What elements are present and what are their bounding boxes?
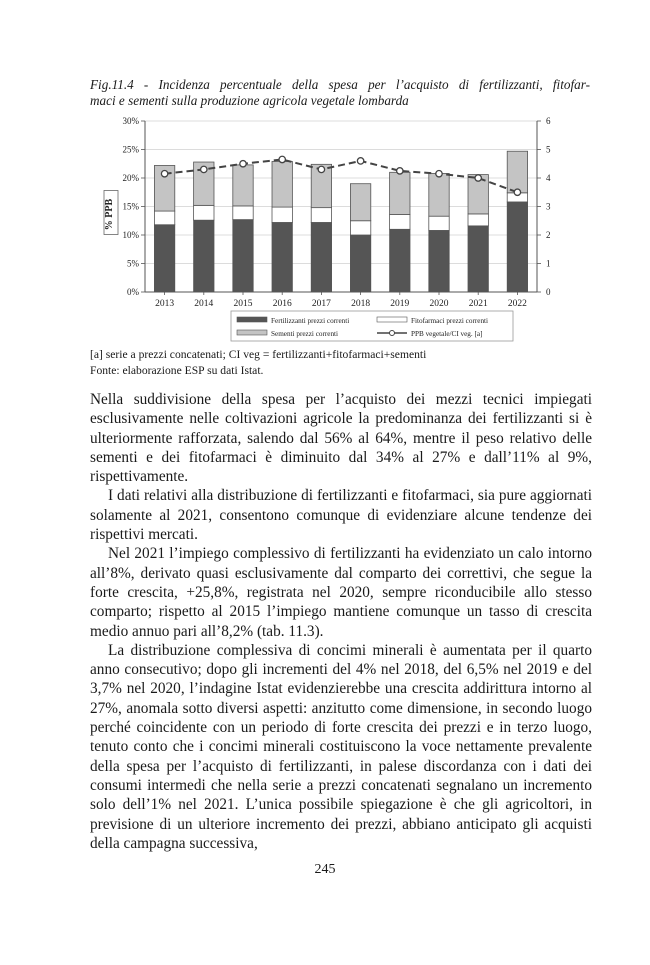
bar-segment-fertilizzanti [272,222,292,292]
x-tick-label: 2013 [155,299,175,309]
bar-segment-sementi [233,165,253,206]
line-point [397,168,403,174]
bar-segment-fertilizzanti [194,220,214,292]
line-point [514,189,520,195]
bar-segment-fertilizzanti [429,230,449,292]
x-tick-label: 2014 [194,299,214,309]
bar-segment-fitofarmaci [272,207,292,222]
paragraph-1: Nella suddivisione della spesa per l’acquisto dei mezzi tecnici impiegati esclusivamente nelle coltivazioni agricole la predominanza dei fertilizzanti si è ulteriormente rafforzata, salendo dal 56% al 64%, mentre il peso relativo delle sementi e dei fitofarmaci è diminuito dal 34% al 27% e dall’11% al 9%, rispettivamente. [90,391,592,486]
y-tick-label: 25% [122,144,139,155]
bar-segment-fitofarmaci [468,214,488,226]
bar-segment-fitofarmaci [429,216,449,230]
x-tick-label: 2020 [429,299,449,309]
line-point [357,158,363,164]
bar-segment-fitofarmaci [233,206,253,220]
y2-tick-label: 3 [546,201,551,212]
y-tick-label: 15% [122,201,139,212]
bar-segment-fitofarmaci [390,214,410,229]
x-tick-label: 2019 [390,299,410,309]
legend-sementi-swatch [237,330,267,335]
figure-caption-line-1: Fig.11.4 - Incidenza percentuale della spesa per l’acquisto di fertilizzanti, fitofar- [90,77,590,92]
x-tick-label: 2015 [233,299,253,309]
legend-sementi-label: Sementi prezzi correnti [271,330,339,338]
line-point [161,171,167,177]
legend-fertilizzanti-swatch [237,317,267,322]
figure-chart [85,112,565,344]
bar-segment-sementi [390,172,410,214]
bar-segment-sementi [429,173,449,216]
x-tick-label: 2016 [272,299,292,309]
y-tick-label: 5% [127,258,139,269]
bar-segment-fertilizzanti [311,222,331,292]
line-point [436,171,442,177]
bar-segment-sementi [350,184,370,221]
line-point [201,166,207,172]
legend-fertilizzanti-label: Fertilizzanti prezzi correnti [271,317,350,325]
bar-segment-fertilizzanti [507,202,527,292]
x-tick-label: 2022 [507,299,527,309]
bar-segment-fitofarmaci [194,205,214,220]
y-tick-label: 20% [122,173,139,183]
legend-fitofarmaci-swatch [377,317,407,322]
line-point [240,161,246,167]
y2-tick-label: 2 [546,230,551,240]
y-tick-label: 0% [127,287,139,297]
bar-segment-fertilizzanti [350,235,370,292]
paragraph-2: I dati relativi alla distribuzione di fertilizzanti e fitofarmaci, sia pure aggiornati solamente al 2021, consentono comunque di evidenziare alcune tendenze dei rispettivi mercati. [90,487,592,544]
y2-tick-label: 1 [546,258,551,269]
y-tick-label: 10% [122,230,139,240]
paragraph-4: La distribuzione complessiva di concimi minerali è aumentata per il quarto anno consecutivo; dopo gli incrementi del 4% nel 2018, del 6,5% nel 2019 e del 3,7% nel 2020, l’indagine Istat evidenzierebbe una crescita addirittura intorno al 27%, anomala sotto diversi aspetti: anzitutto come dimensione, in secondo luogo perché coincidente con un periodo di forte crescita dei prezzi e in terzo luogo, tenuto conto che i concimi minerali costituiscono la voce nettamente prevalente della spesa per l’acquisto di fertilizzanti, in palese discordanza con i dati dei consumi intermedi che nella serie a prezzi concatenati segnalano un incremento solo dell’1% nel 2021. L’unica possibile spiegazione è che gli agricoltori, in previsione di un ulteriore incremento dei prezzi, abbiano anticipato gli acquisti della campagna successiva, [90,641,592,852]
bar-segment-sementi [272,161,292,207]
y2-tick-label: 0 [546,287,551,297]
y-axis-label: % PPB [104,198,115,231]
y2-tick-label: 4 [546,173,551,183]
bar-segment-fitofarmaci [311,208,331,223]
page-number: 245 [314,862,336,877]
line-point [475,175,481,181]
figure-caption-line-2: maci e sementi sulla produzione agricola vegetale lombarda [90,93,409,108]
line-series-ppb [165,159,518,192]
y2-tick-label: 6 [546,116,551,126]
figure-caption [90,77,590,109]
bar-segment-fertilizzanti [233,220,253,292]
legend-fitofarmaci-label: Fitofarmaci prezzi correnti [411,317,489,325]
figure-source: Fonte: elaborazione ESP su dati Istat. [90,364,264,377]
x-tick-label: 2018 [351,299,371,309]
paragraph-3: Nel 2021 l’impiego complessivo di fertilizzanti ha evidenziato un calo intorno all’8%, derivato quasi esclusivamente dal comparto dei correttivi, che segue la forte crescita, +25,8%, registrata nel 2020, sempre riconducibile allo stesso comparto; rispetto al 2015 l’impiego mantiene comunque un tasso di crescita medio annuo pari all’8,2% (tab. 11.3). [90,545,592,640]
bar-segment-fitofarmaci [154,211,174,225]
bar-segment-fertilizzanti [154,225,174,292]
bar-segment-fitofarmaci [350,221,370,235]
body-text [90,390,592,853]
line-point [279,156,285,162]
line-point [318,166,324,172]
legend-ppb-label: PPB vegetale/CI veg. [a] [411,330,483,338]
bar-segment-fertilizzanti [390,229,410,292]
bar-segment-fertilizzanti [468,226,488,292]
x-tick-label: 2017 [311,299,331,309]
y-tick-label: 30% [122,116,139,126]
y2-tick-label: 5 [546,144,551,155]
x-tick-label: 2021 [468,299,488,309]
bar-segment-sementi [507,151,527,193]
legend-ppb-marker [390,331,395,336]
figure-note: [a] serie a prezzi concatenati; CI veg = fertilizzanti+fitofarmaci+sementi [90,348,427,361]
